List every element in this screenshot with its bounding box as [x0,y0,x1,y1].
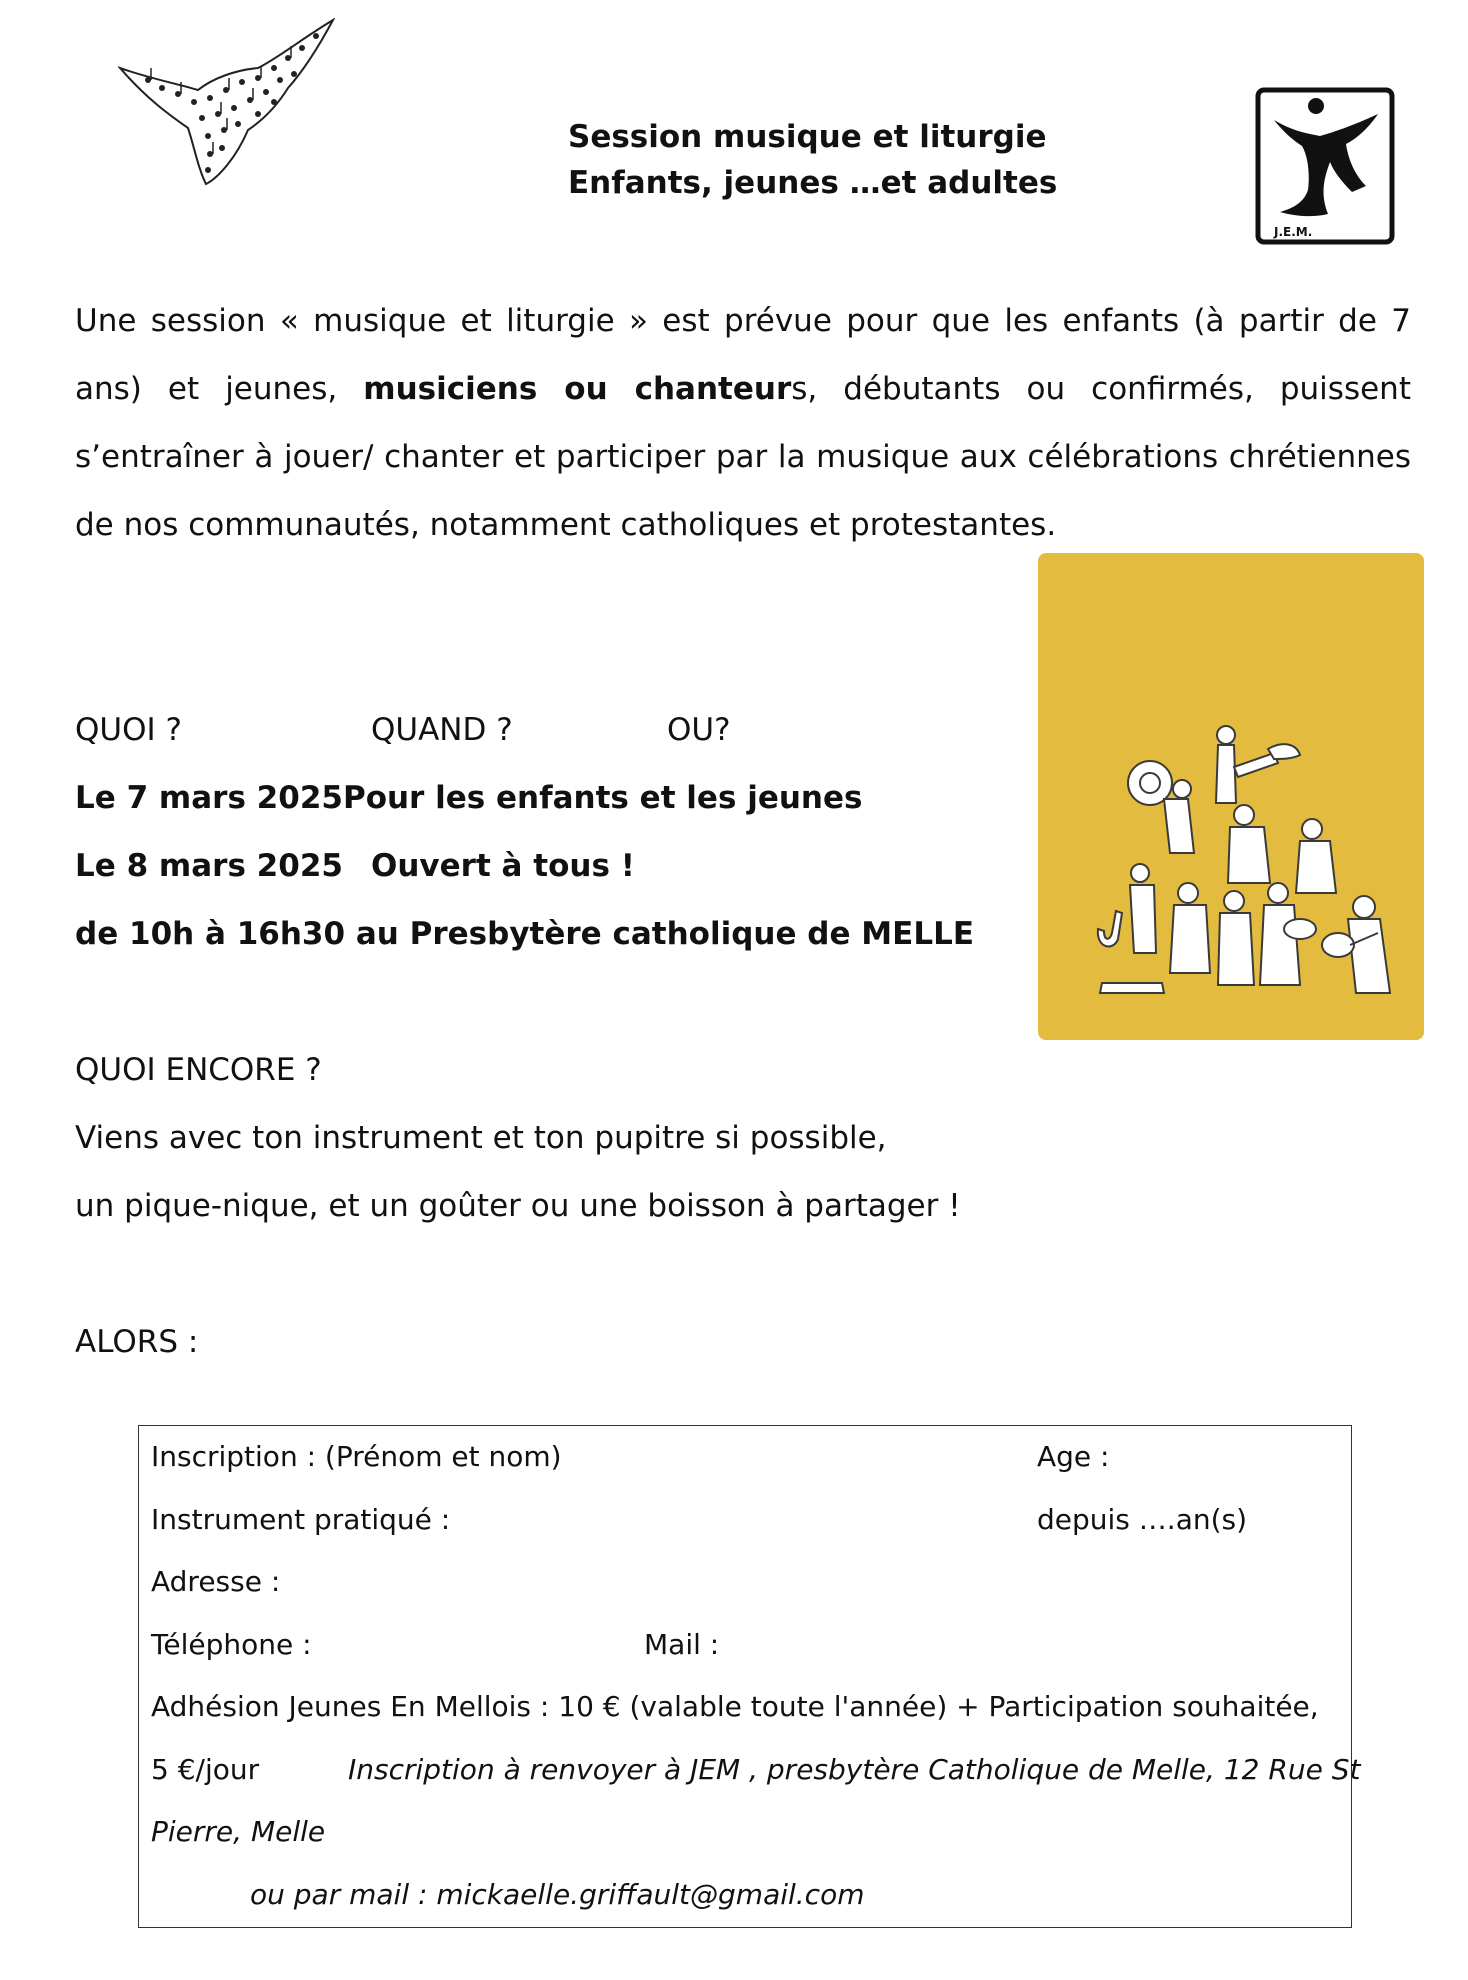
question-ou: OU? [667,712,731,748]
form-instrument-label: Instrument pratiqué : [151,1503,451,1536]
session-title [568,114,1057,206]
form-renvoi-line-2: Pierre, Melle [151,1815,326,1848]
encore-line-1: Viens avec ton instrument et ton pupitre si possible, [75,1120,887,1156]
form-tarif: 5 €/jour [151,1753,260,1786]
intro-bold-text: musiciens ou chanteur [363,371,792,407]
jem-logo-text: J.E.M. [1274,225,1313,239]
intro-text-1: Une session « musique et liturgie » est prévue pour que les enfants (à partir de 7 ans) et jeunes, [75,303,1411,407]
form-inscription-label: Inscription : (Prénom et nom) [151,1440,562,1473]
jem-logo [1254,86,1396,246]
time-place: de 10h à 16h30 au Presbytère catholique de MELLE [75,916,974,952]
musicians-poster [1038,553,1424,1040]
form-depuis-label: depuis ….an(s) [1037,1503,1248,1536]
form-age-label: Age : [1037,1440,1110,1473]
intro-paragraph [75,287,1411,559]
form-adhesion-text: Adhésion Jeunes En Mellois : 10 € (valable toute l'année) + Participation souhaitée, [151,1690,1319,1723]
date-1-description: Pour les enfants et les jeunes [342,780,863,816]
alors-label: ALORS : [75,1324,199,1360]
intro-text-2: s, débutants ou confirmés, puissent s’entraîner à jouer/ chanter et participer par la musique aux célébrations chrétiennes de nos communautés, notamment catholiques et protestantes. [75,371,1411,543]
registration-form [138,1425,1352,1928]
date-2-row [75,846,635,886]
form-telephone-label: Téléphone : [151,1628,312,1661]
question-quoi: QUOI ? [75,712,182,748]
encore-line-2: un pique-nique, et un goûter ou une boisson à partager ! [75,1188,961,1224]
date-1-row [75,778,862,818]
form-mail-label: Mail : [644,1628,720,1661]
date-1: Le 7 mars 2025 [75,780,343,816]
form-renvoi-line-1: Inscription à renvoyer à JEM , presbytère Catholique de Melle, 12 Rue St [348,1753,1361,1786]
title-line-2: Enfants, jeunes …et adultes [568,165,1058,201]
questions-row [75,710,731,750]
question-quand: QUAND ? [371,712,513,748]
form-par-mail: ou par mail : mickaelle.griffault@gmail.com [250,1878,865,1911]
date-2: Le 8 mars 2025 [75,848,343,884]
date-2-description: Ouvert à tous ! [371,848,635,884]
title-line-1: Session musique et liturgie [568,119,1047,155]
musicians-illustration [1038,553,1424,1040]
dove-logo [118,18,336,186]
encore-heading: QUOI ENCORE ? [75,1052,322,1088]
form-adresse-label: Adresse : [151,1565,281,1598]
